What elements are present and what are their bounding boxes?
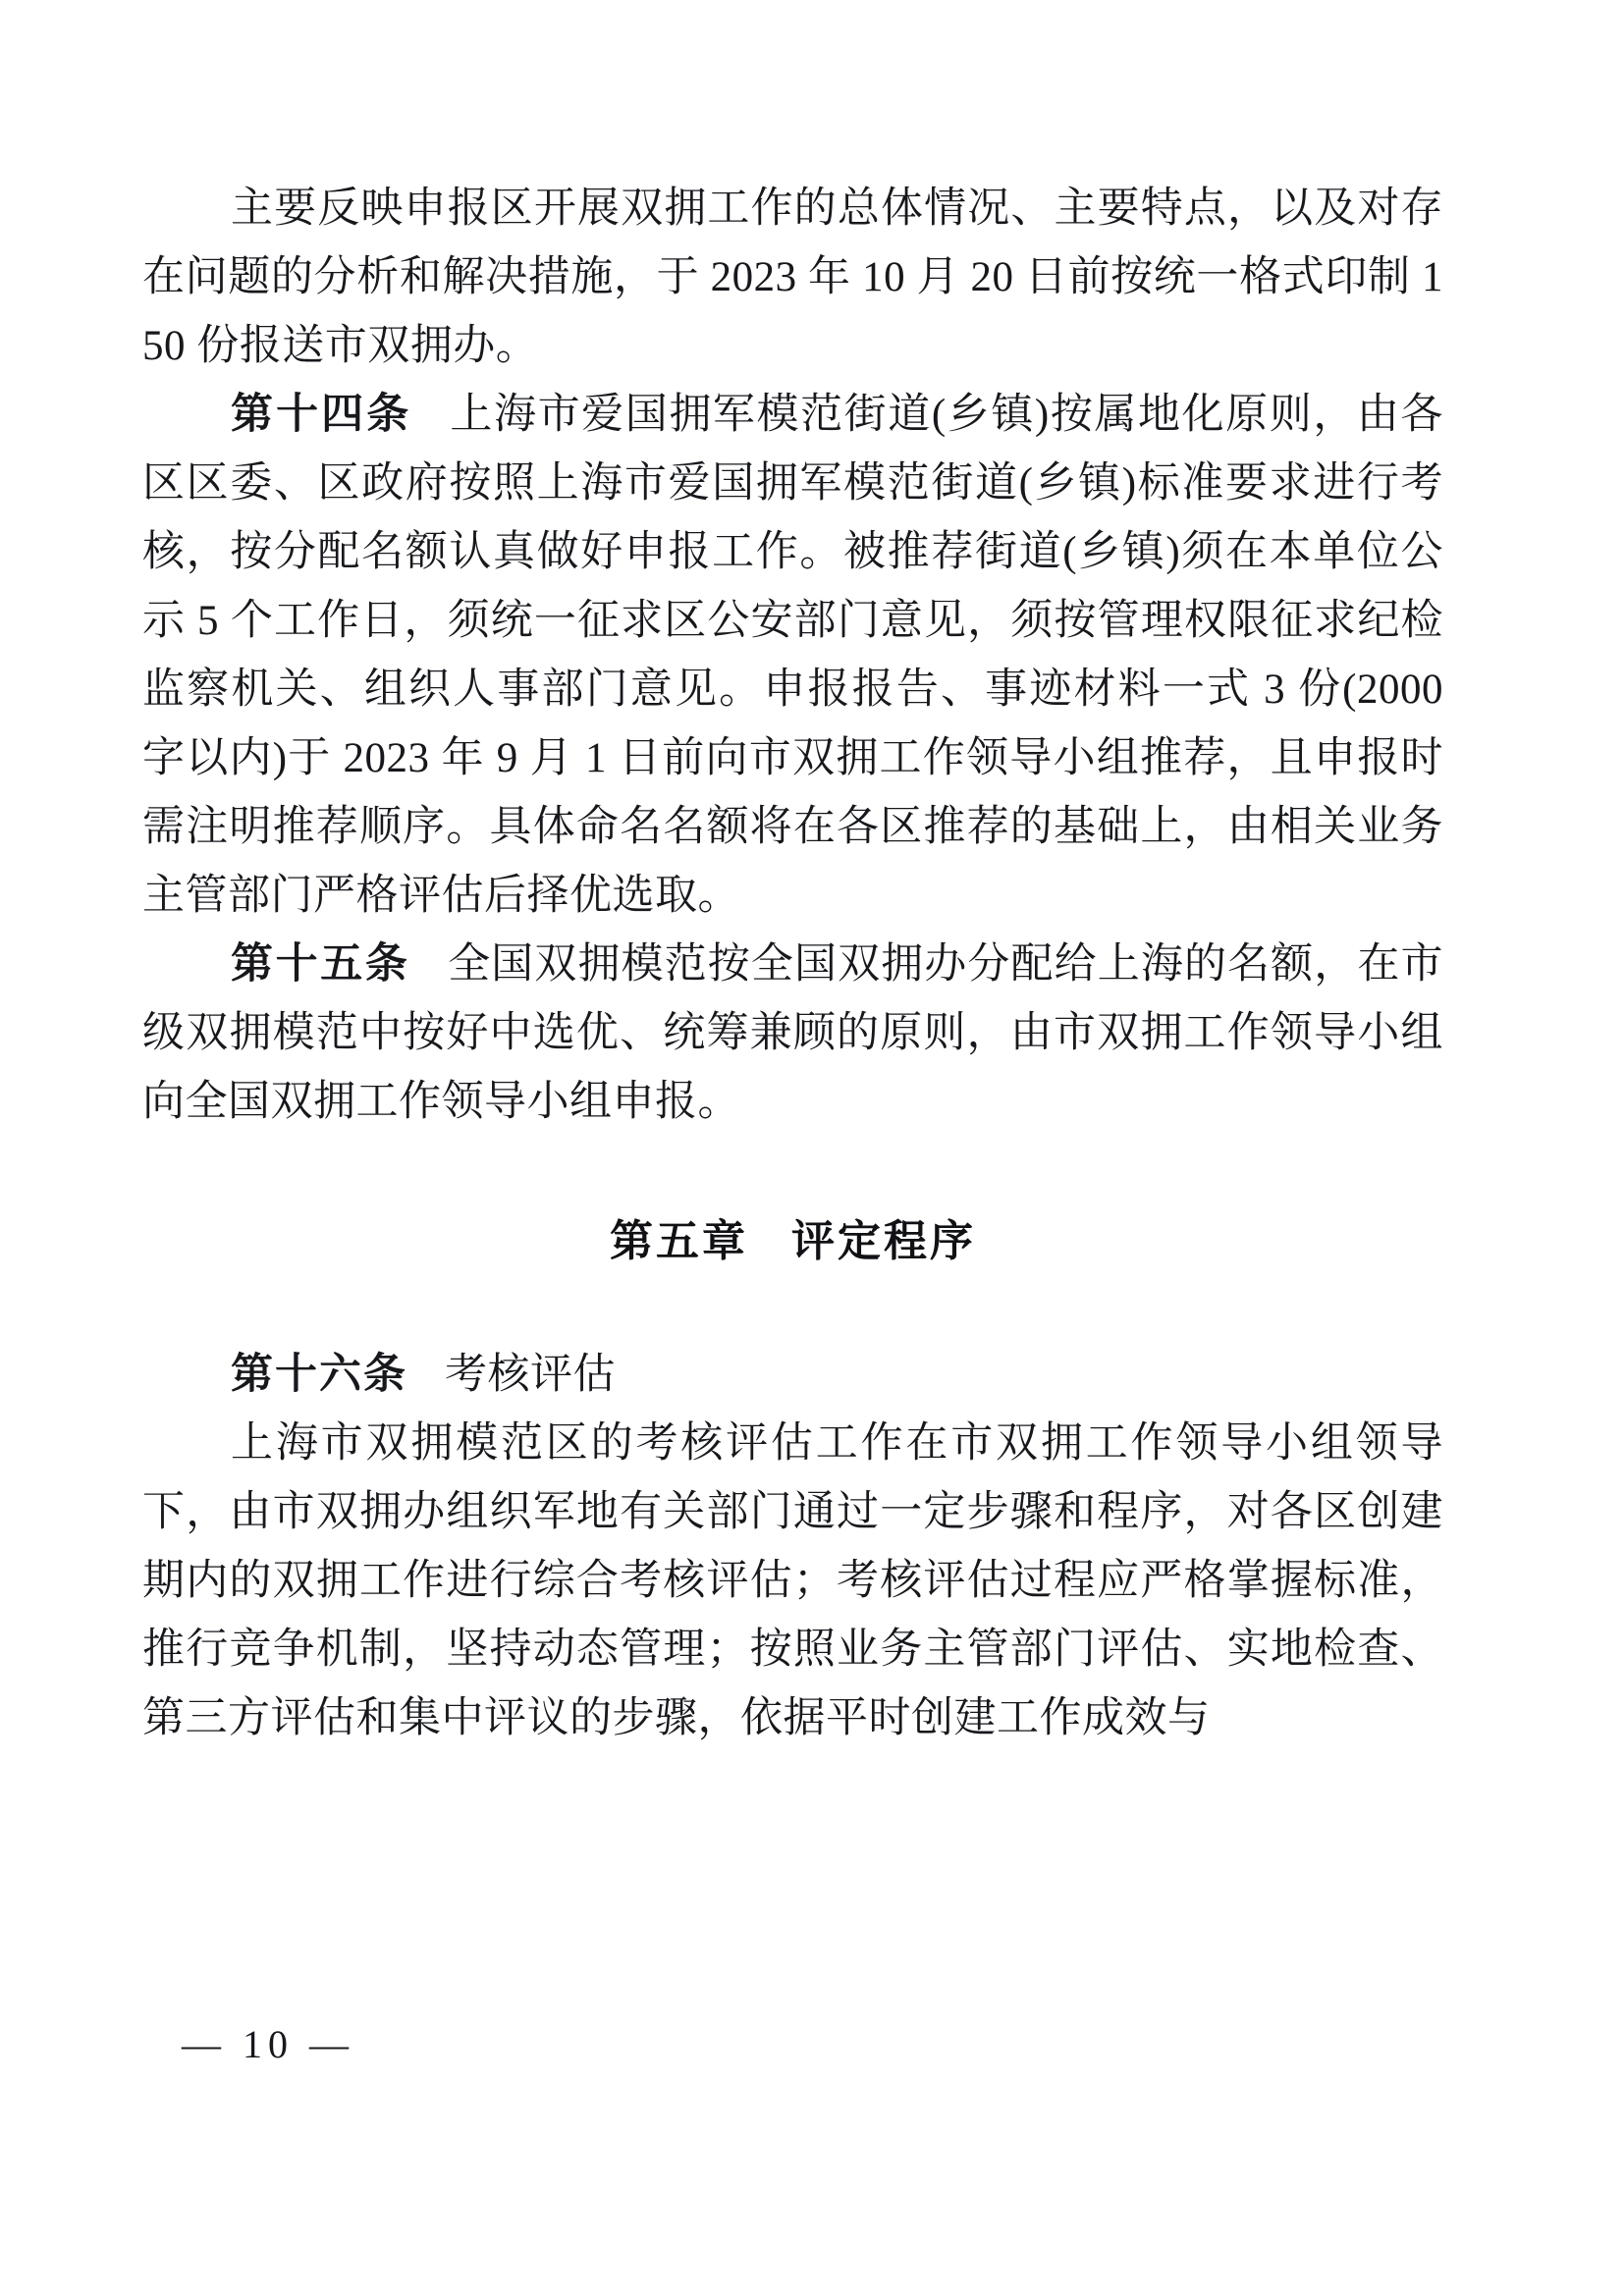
heading-spacer-above (142, 1137, 1443, 1207)
page-footer (142, 2017, 1443, 2072)
article-15-text: 全国双拥模范按全国双拥办分配给上海的名额，在市级双拥模范中按好中选优、统筹兼顾的原则，由市双拥工作领导小组向全国双拥工作领导小组申报。 (142, 941, 1444, 1125)
article-14-text: 上海市爱国拥军模范街道(乡镇)按属地化原则，由各区区委、区政府按照上海市爱国拥军模范街道(乡镇)标准要求进行考核，按分配名额认真做好申报工作。被推荐街道(乡镇)须在本单位公示 5 个工作日，须统一征求区公安部门意见，须按管理权限征求纪检监察机关、组织人事部门意见。申报报告、事迹材料一式 3 份(2000 字以内)于 2023 年 9 月 1 日前向市双拥工作领导小组推荐，且申报时需注明推荐顺序。具体命名名额将在各区推荐的基础上，由相关业务主管部门严格评估后择优选取。 (142, 392, 1444, 919)
heading-spacer-below (142, 1276, 1443, 1341)
paragraph-assessment-process: 上海市双拥模范区的考核评估工作在市双拥工作领导小组领导下，由市双拥办组织军地有关部门通过一定步骤和程序，对各区创建期内的双拥工作进行综合考核评估；考核评估过程应严格掌握标准，推行竞争机制，坚持动态管理；按照业务主管部门评估、实地检查、第三方评估和集中评议的步骤，依据平时创建工作成效与 (142, 1420, 1443, 1741)
chapter-5-title: 评定程序 (791, 1217, 976, 1265)
page-content (142, 175, 1443, 1753)
article-14-paragraph (142, 381, 1443, 931)
article-16-paragraph (142, 1341, 1443, 1410)
page-number: — 10 — (182, 2022, 354, 2066)
paragraph-reporting-requirements: 主要反映申报区开展双拥工作的总体情况、主要特点，以及对存在问题的分析和解决措施，于 2023 年 10 月 20 日前按统一格式印制 150 份报送市双拥办。 (142, 186, 1443, 369)
article-16-number: 第十六条 (231, 1352, 407, 1398)
article-15-paragraph (142, 931, 1443, 1137)
article-15-number: 第十五条 (231, 941, 410, 988)
chapter-5-number: 第五章 (610, 1217, 748, 1265)
article-14-number: 第十四条 (231, 392, 412, 438)
chapter-5-heading (142, 1207, 1443, 1276)
article-16-text: 考核评估 (445, 1352, 616, 1398)
